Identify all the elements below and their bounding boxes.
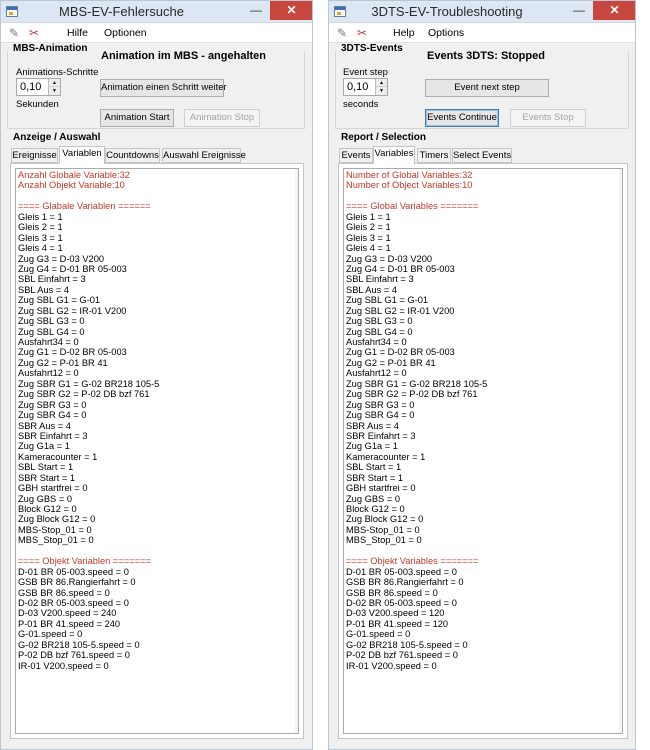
- step-forward-button[interactable]: Animation einen Schritt weiter: [100, 79, 224, 97]
- variable-line: Ausfahrt12 = 0: [18, 368, 79, 379]
- variable-line: G-01.speed = 0: [346, 629, 411, 640]
- step-value[interactable]: 0,10: [20, 81, 42, 93]
- tab-events[interactable]: Ereignisse: [12, 150, 57, 161]
- variable-line: ==== Objekt Variables =======: [346, 556, 479, 567]
- variable-line: Zug GBS = 0: [18, 493, 73, 504]
- variable-line: Zug SBR G4 = 0: [346, 410, 415, 421]
- variable-line: Zug G2 = P-01 BR 41: [346, 357, 436, 368]
- spin-down-icon[interactable]: ▼: [375, 87, 387, 95]
- variable-line: Zug SBL G1 = G-01: [18, 295, 101, 306]
- tool-icon[interactable]: ✂: [29, 26, 40, 40]
- variable-line: [346, 191, 622, 201]
- variable-line: Gleis 1 = 1: [346, 211, 391, 222]
- menu-options[interactable]: Options: [428, 27, 465, 39]
- continue-button[interactable]: Events Continue: [425, 109, 499, 127]
- group-events-title: 3DTS-Events: [341, 43, 403, 54]
- tab-select-events[interactable]: Auswahl Ereignisse: [163, 150, 246, 161]
- variables-textbox[interactable]: [343, 168, 623, 734]
- group-display-title: Anzeige / Auswahl: [13, 132, 101, 143]
- variable-line: P-01 BR 41.speed = 120: [346, 618, 449, 629]
- variable-line: SBL Einfahrt = 3: [18, 274, 86, 285]
- animation-status: Animation im MBS - angehalten: [101, 50, 267, 62]
- variable-line: Zug SBR G2 = P-02 DB bzf 761: [18, 389, 150, 400]
- variable-line: SBL Aus = 4: [18, 284, 70, 295]
- debug-window-3dts: [328, 0, 636, 750]
- tab-variables[interactable]: Variables: [373, 146, 415, 164]
- variable-line: ==== Global Variables =======: [346, 201, 479, 212]
- variable-line: D-02 BR 05-003.speed = 0: [18, 597, 129, 608]
- variable-line: D-01 BR 05-003.speed = 0: [18, 566, 129, 577]
- menu-bar: [1, 23, 312, 43]
- variable-line: Block G12 = 0: [346, 504, 405, 514]
- spin-down-icon[interactable]: ▼: [48, 87, 60, 95]
- step-stepper[interactable]: [343, 78, 388, 96]
- variable-line: IR-01 V200.speed = 0: [346, 660, 437, 671]
- unit-label: seconds: [343, 99, 379, 110]
- next-step-button[interactable]: Event next step: [425, 79, 549, 97]
- variable-line: MBS_Stop_01 = 0: [346, 535, 422, 546]
- variable-line: Zug SBL G3 = 0: [18, 316, 85, 327]
- events-status: Events 3DTS: Stopped: [427, 50, 545, 62]
- variable-line: Zug G4 = D-01 BR 05-003: [18, 263, 127, 274]
- variable-line: Ausfahrt12 = 0: [346, 368, 407, 379]
- tab-select-events[interactable]: Select Events: [453, 150, 512, 161]
- variable-line: Ausfahrt34 = 0: [18, 337, 79, 347]
- variable-line: Kameracounter = 1: [18, 451, 98, 462]
- variable-line: Zug SBL G3 = 0: [346, 316, 413, 327]
- variable-line: G-01.speed = 0: [18, 629, 83, 640]
- variable-line: P-02 DB bzf 761.speed = 0: [18, 650, 130, 661]
- variable-line: SBL Start = 1: [346, 462, 402, 473]
- variable-line: SBL Einfahrt = 3: [346, 274, 414, 285]
- spin-up-icon[interactable]: ▲: [375, 79, 387, 87]
- minimize-button[interactable]: —: [573, 3, 585, 17]
- variable-line: D-02 BR 05-003.speed = 0: [346, 597, 457, 608]
- tab-events[interactable]: Events: [339, 148, 373, 163]
- window-title: MBS-EV-Fehlersuche: [59, 4, 184, 19]
- group-report-title: Report / Selection: [341, 132, 427, 143]
- spin-up-icon[interactable]: ▲: [48, 79, 60, 87]
- variable-line: Zug SBR G2 = P-02 DB bzf 761: [346, 389, 478, 400]
- variable-line: MBS_Stop_01 = 0: [18, 535, 94, 546]
- variable-line: Block G12 = 0: [18, 504, 77, 514]
- variable-line: GBH startfrei = 0: [18, 483, 88, 494]
- close-button[interactable]: ✕: [593, 1, 636, 20]
- variable-line: SBR Start = 1: [18, 472, 76, 483]
- menu-bar: [329, 23, 635, 43]
- variable-line: Zug G1a = 1: [18, 441, 70, 452]
- variable-line: Gleis 3 = 1: [18, 232, 63, 243]
- variable-line: Number of Global Variables:32: [346, 170, 473, 180]
- tool-icon[interactable]: ✂: [357, 26, 368, 40]
- scrollbar[interactable]: [295, 169, 298, 733]
- minimize-button[interactable]: —: [250, 3, 262, 17]
- variable-line: SBR Aus = 4: [346, 420, 399, 431]
- variable-line: ==== Glabale Variablen ======: [18, 201, 151, 212]
- variable-line: GSB BR 86.Rangierfahrt = 0: [346, 577, 464, 588]
- variable-line: SBL Aus = 4: [346, 284, 398, 295]
- variables-textbox[interactable]: [15, 168, 299, 734]
- variable-line: Gleis 2 = 1: [346, 222, 391, 233]
- variable-line: GSB BR 86.speed = 0: [346, 587, 438, 598]
- variable-line: SBR Aus = 4: [18, 420, 71, 431]
- variable-line: SBL Start = 1: [18, 462, 74, 473]
- start-button[interactable]: Animation Start: [100, 109, 174, 127]
- variable-line: Zug GBS = 0: [346, 493, 401, 504]
- tab-panel: [338, 163, 628, 739]
- window-title: 3DTS-EV-Troubleshooting: [371, 4, 523, 19]
- variable-line: Anzahl Objekt Variable:10: [18, 180, 125, 191]
- variable-line: GSB BR 86.speed = 0: [18, 587, 110, 598]
- variable-line: IR-01 V200.speed = 0: [18, 660, 109, 671]
- stop-button[interactable]: Animation Stop: [184, 109, 260, 127]
- unit-label: Sekunden: [16, 99, 59, 110]
- debug-window-mbs: [0, 0, 313, 750]
- variable-line: GBH startfrei = 0: [346, 483, 416, 494]
- step-value[interactable]: 0,10: [347, 81, 369, 93]
- menu-help[interactable]: Help: [393, 27, 415, 39]
- variable-line: D-03 V200.speed = 120: [346, 608, 445, 619]
- scrollbar[interactable]: [619, 169, 622, 733]
- step-label: Animations-Schritte: [16, 67, 99, 78]
- pin-icon[interactable]: ✎: [337, 26, 348, 40]
- variable-line: Zug SBR G3 = 0: [18, 399, 87, 410]
- variable-line: G-02 BR218 105-5.speed = 0: [18, 639, 140, 650]
- pin-icon[interactable]: ✎: [9, 26, 20, 40]
- tab-countdowns[interactable]: Countdowns: [106, 150, 159, 161]
- tab-variables[interactable]: Variablen: [59, 146, 105, 164]
- variable-line: Zug SBR G1 = G-02 BR218 105-5: [18, 378, 160, 389]
- variable-line: Zug SBR G3 = 0: [346, 399, 415, 410]
- variable-line: Gleis 4 = 1: [346, 243, 391, 254]
- variable-line: Zug SBL G1 = G-01: [346, 295, 429, 306]
- variable-line: MBS-Stop_01 = 0: [346, 524, 420, 535]
- title-bar[interactable]: [329, 1, 635, 23]
- variable-line: Zug SBR G1 = G-02 BR218 105-5: [346, 378, 488, 389]
- variable-line: Zug Block G12 = 0: [346, 514, 424, 525]
- variable-line: Zug SBR G4 = 0: [18, 410, 87, 421]
- variable-line: ==== Objekt Variablen =======: [18, 556, 151, 567]
- tab-timers[interactable]: Timers: [417, 148, 451, 163]
- variable-line: SBR Einfahrt = 3: [18, 430, 88, 441]
- variable-line: SBR Start = 1: [346, 472, 404, 483]
- variable-line: Gleis 3 = 1: [346, 232, 391, 243]
- variable-line: P-01 BR 41.speed = 240: [18, 618, 121, 629]
- title-bar[interactable]: [1, 1, 312, 23]
- variable-line: Number of Object Variables:10: [346, 180, 473, 191]
- variable-line: Zug SBL G4 = 0: [346, 326, 413, 337]
- variable-line: Anzahl Globale Variable:32: [18, 170, 130, 180]
- variable-line: Zug SBL G2 = IR-01 V200: [18, 305, 127, 316]
- variable-line: Zug G3 = D-03 V200: [346, 253, 433, 264]
- step-stepper[interactable]: [16, 78, 61, 96]
- variable-line: Gleis 2 = 1: [18, 222, 63, 233]
- variable-line: Zug G4 = D-01 BR 05-003: [346, 263, 455, 274]
- variable-line: Zug Block G12 = 0: [18, 514, 96, 525]
- variable-line: Gleis 4 = 1: [18, 243, 63, 254]
- variable-line: G-02 BR218 105-5.speed = 0: [346, 639, 468, 650]
- variable-line: Zug G1 = D-02 BR 05-003: [346, 347, 455, 358]
- variable-line: Kameracounter = 1: [346, 451, 426, 462]
- variable-line: Zug G1a = 1: [346, 441, 398, 452]
- variable-line: Ausfahrt34 = 0: [346, 337, 407, 347]
- menu-options[interactable]: Optionen: [104, 27, 147, 39]
- variable-line: Zug G1 = D-02 BR 05-003: [18, 347, 127, 358]
- close-button[interactable]: ✕: [270, 1, 313, 20]
- variable-line: D-01 BR 05-003.speed = 0: [346, 566, 457, 577]
- variable-line: Gleis 1 = 1: [18, 211, 63, 222]
- variable-line: D-03 V200.speed = 240: [18, 608, 117, 619]
- variable-line: GSB BR 86.Rangierfahrt = 0: [18, 577, 136, 588]
- variable-line: MBS-Stop_01 = 0: [18, 524, 92, 535]
- tab-panel: [10, 163, 304, 739]
- step-label: Event step: [343, 67, 388, 78]
- stop-button[interactable]: Events Stop: [510, 109, 586, 127]
- variable-line: Zug SBL G4 = 0: [18, 326, 85, 337]
- variable-line: [18, 191, 298, 201]
- variable-line: P-02 DB bzf 761.speed = 0: [346, 650, 458, 661]
- menu-help[interactable]: Hilfe: [67, 27, 89, 39]
- variable-line: SBR Einfahrt = 3: [346, 430, 416, 441]
- variable-line: Zug G2 = P-01 BR 41: [18, 357, 108, 368]
- variable-line: Zug SBL G2 = IR-01 V200: [346, 305, 455, 316]
- variable-line: [18, 546, 298, 556]
- group-animation-title: MBS-Animation: [13, 43, 88, 54]
- variable-line: [346, 546, 622, 556]
- variable-line: Zug G3 = D-03 V200: [18, 253, 105, 264]
